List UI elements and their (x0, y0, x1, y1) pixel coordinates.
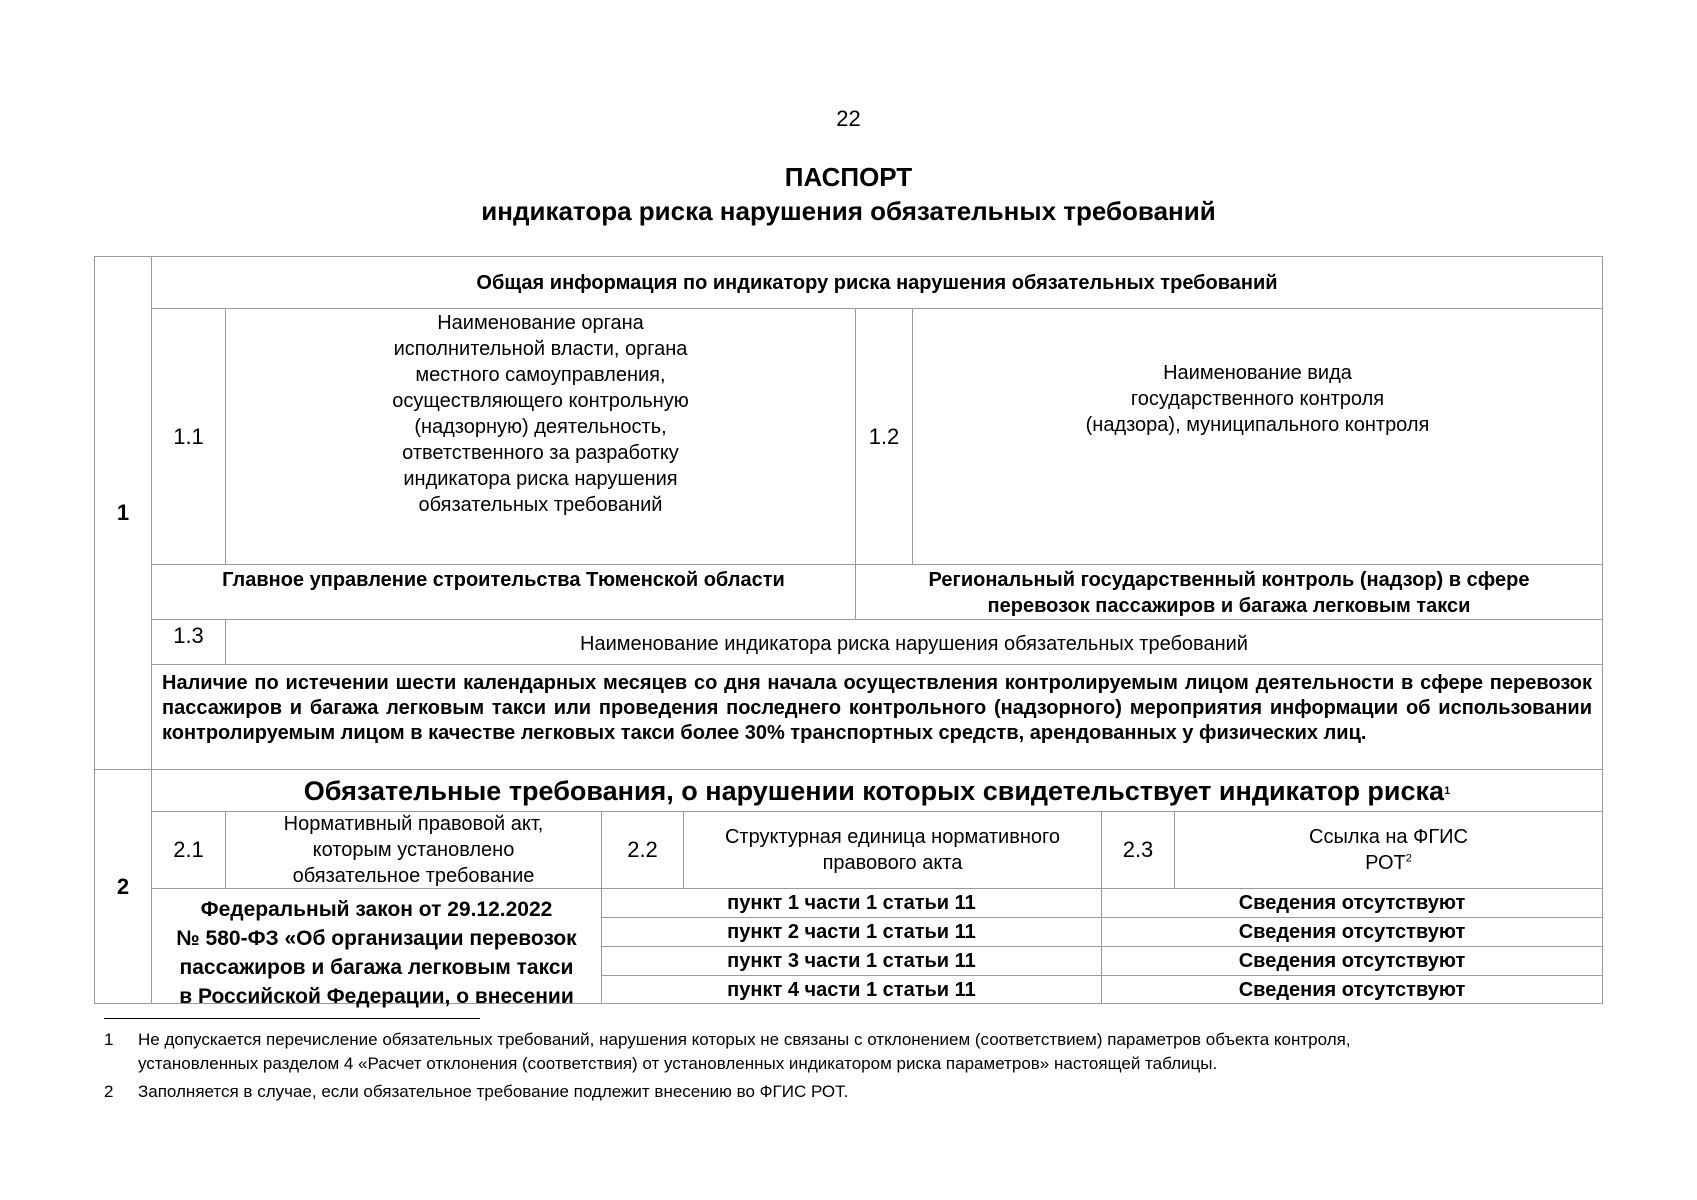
label-line: ответственного за разработку (402, 442, 679, 464)
table-row-unit: пункт 4 части 1 статьи 11 (601, 975, 1102, 1004)
item-1-3-number: 1.3 (151, 619, 226, 665)
label-text: РОТ (1365, 852, 1406, 874)
label-line: индикатора риска нарушения (403, 468, 678, 490)
table-row-unit: пункт 3 части 1 статьи 11 (601, 946, 1102, 976)
label-line: Ссылка на ФГИС (1309, 826, 1468, 848)
act-line: пассажиров и багажа легковым такси (179, 956, 574, 979)
footnote-text (138, 1028, 1618, 1076)
footnote-number: 1 (104, 1030, 114, 1049)
label-line: обязательных требований (418, 494, 663, 516)
footnote-1 (104, 1028, 1624, 1076)
col-2-1-number: 2.1 (151, 811, 226, 889)
footnote-separator (104, 1018, 480, 1019)
col-2-2-label (683, 811, 1102, 889)
title-line-1: ПАСПОРТ (784, 162, 913, 192)
footnote-text (138, 1080, 1618, 1104)
value-line: Региональный государственный контроль (надзор) в сфере (928, 569, 1530, 591)
footnote-ref-2: 2 (1405, 852, 1412, 865)
label-line: (надзорную) деятельность, (414, 416, 667, 438)
col-2-1-label (225, 811, 602, 889)
act-line: в Российской Федерации, о внесении (179, 985, 574, 1008)
label-line: осуществляющего контрольную (392, 390, 689, 412)
label-line: Структурная единица нормативного (724, 826, 1061, 848)
table-row-unit: пункт 1 части 1 статьи 11 (601, 888, 1102, 918)
page-number: 22 (836, 106, 861, 131)
section-1-number: 1 (94, 256, 152, 770)
table-row-unit: пункт 2 части 1 статьи 11 (601, 917, 1102, 947)
item-1-1-value: Главное управление строительства Тюменской области (151, 564, 856, 620)
item-1-1-number: 1.1 (151, 308, 226, 565)
act-line: Федеральный закон от 29.12.2022 (200, 898, 553, 921)
item-1-2-label (912, 308, 1603, 565)
label-line: исполнительной власти, органа (393, 338, 688, 360)
label-line: Нормативный правовой акт, (283, 813, 544, 835)
value-line: перевозок пассажиров и багажа легковым такси (987, 595, 1471, 617)
item-1-3-value-cell (151, 664, 1603, 770)
act-line: № 580-ФЗ «Об организации перевозок (176, 927, 577, 950)
act-cell (151, 888, 602, 1008)
table-row-link: Сведения отсутствуют (1101, 917, 1603, 947)
table-row-link: Сведения отсутствуют (1101, 946, 1603, 976)
col-2-3-number: 2.3 (1101, 811, 1175, 889)
label-line: местного самоуправления, (415, 364, 666, 386)
label-line: которым установлено (312, 839, 515, 861)
label-line: Наименование органа (437, 312, 644, 334)
label-line: государственного контроля (1130, 388, 1385, 410)
footnote-number: 2 (104, 1082, 114, 1101)
item-1-3-label: Наименование индикатора риска нарушения обязательных требований (225, 619, 1603, 665)
col-2-2-number: 2.2 (601, 811, 684, 889)
footnote-line: Не допускается перечисление обязательных требований, нарушения которых не связаны с отклонением (соответствием) параметров объекта контроля, (138, 1030, 1351, 1049)
section-1-header: Общая информация по индикатору риска нарушения обязательных требований (151, 256, 1603, 309)
footnote-line: установленных разделом 4 «Расчет отклонения (соответствия) от установленных индикатором риска параметров» настоящей таблицы. (138, 1054, 1218, 1073)
section-2-number: 2 (94, 769, 152, 1004)
label-line: обязательное требование (292, 865, 535, 887)
label-line (1309, 850, 1468, 876)
table-row-link: Сведения отсутствуют (1101, 975, 1603, 1004)
footnote-line: Заполняется в случае, если обязательное требование подлежит внесению во ФГИС РОТ. (138, 1082, 849, 1101)
section-2-header: Обязательные требования, о нарушении которых свидетельствует индикатор риска 1 (151, 769, 1603, 812)
title-line-2: индикатора риска нарушения обязательных требований (481, 196, 1216, 226)
item-1-3-value: Наличие по истечении шести календарных месяцев со дня начала осуществления контролируемым лицом деятельности в сфере перевозок пассажиров и багажа легковым такси или проведения последнего контрольного (надзорного) мероприятия информации об использовании контролируемым лицом в качестве легковых такси более 30% транспортных средств, арендованных у физических лиц. (162, 672, 1592, 744)
item-1-2-value (855, 564, 1603, 620)
item-1-2-number: 1.2 (855, 308, 913, 565)
item-1-1-label (225, 308, 856, 565)
footnote-2 (104, 1080, 1624, 1104)
label-line: Наименование вида (1163, 362, 1352, 384)
section-2-header-text: Обязательные требования, о нарушении которых свидетельствует индикатор риска (303, 775, 1445, 806)
label-line: правового акта (822, 852, 963, 874)
table-row-link: Сведения отсутствуют (1101, 888, 1603, 918)
col-2-3-label (1174, 811, 1603, 889)
label-line: (надзора), муниципального контроля (1085, 414, 1430, 436)
